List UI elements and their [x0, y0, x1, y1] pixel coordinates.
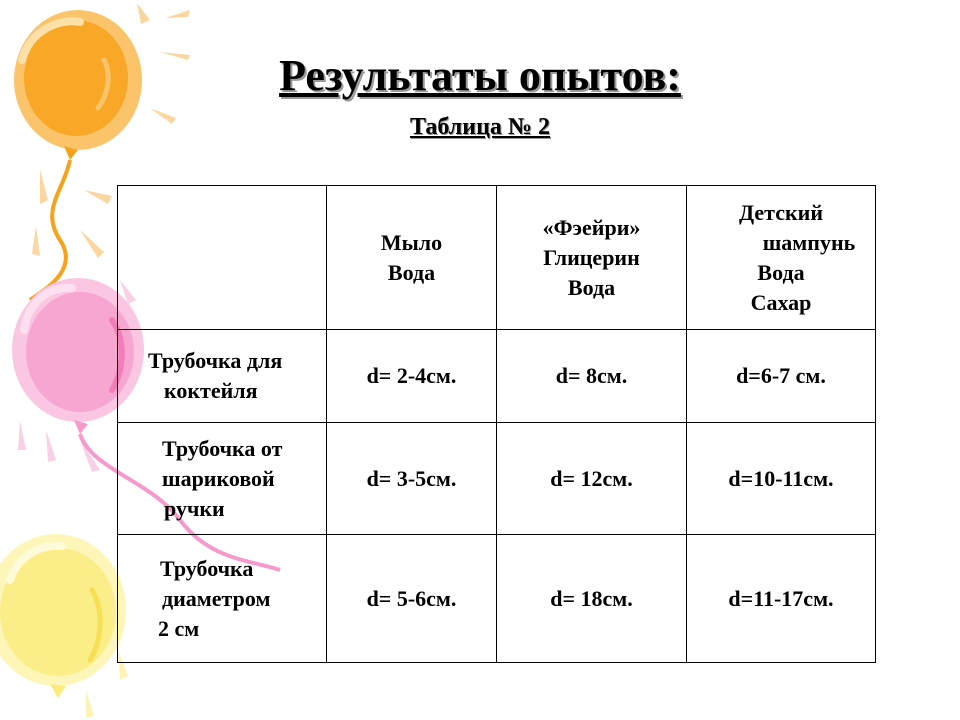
table-cell: d= 3-5см. [327, 423, 497, 535]
table-row [118, 423, 876, 535]
table-cell: d=11-17см. [687, 535, 876, 663]
header-cell-fairy: «Фэейри» Глицерин Вода [497, 186, 687, 330]
table-cell: d= 8см. [497, 330, 687, 423]
header-cell-soap: Мыло Вода [327, 186, 497, 330]
table-cell: d= 5-6см. [327, 535, 497, 663]
table-cell: d=10-11см. [687, 423, 876, 535]
table-row [118, 330, 876, 423]
slide-title: Результаты опытов: [279, 51, 681, 100]
header-empty-cell [118, 186, 327, 330]
row-label-pen-tube: Трубочка от шариковой ручки [118, 423, 327, 535]
table-row [118, 535, 876, 663]
slide-subtitle: Таблица № 2 [409, 114, 551, 140]
table-cell: d= 2-4см. [327, 330, 497, 423]
table-cell: d=6-7 см. [687, 330, 876, 423]
header-cell-shampoo: Детский шампунь Вода Сахар [687, 186, 876, 330]
yellow-balloon [0, 534, 126, 698]
row-label-2cm-tube: Трубочка диаметром 2 см [118, 535, 327, 663]
table-cell: d= 12см. [497, 423, 687, 535]
results-table [117, 185, 876, 663]
row-label-cocktail-straw: Трубочка для коктейля [118, 330, 327, 423]
table-header-row [118, 186, 876, 330]
table-cell: d= 18см. [497, 535, 687, 663]
